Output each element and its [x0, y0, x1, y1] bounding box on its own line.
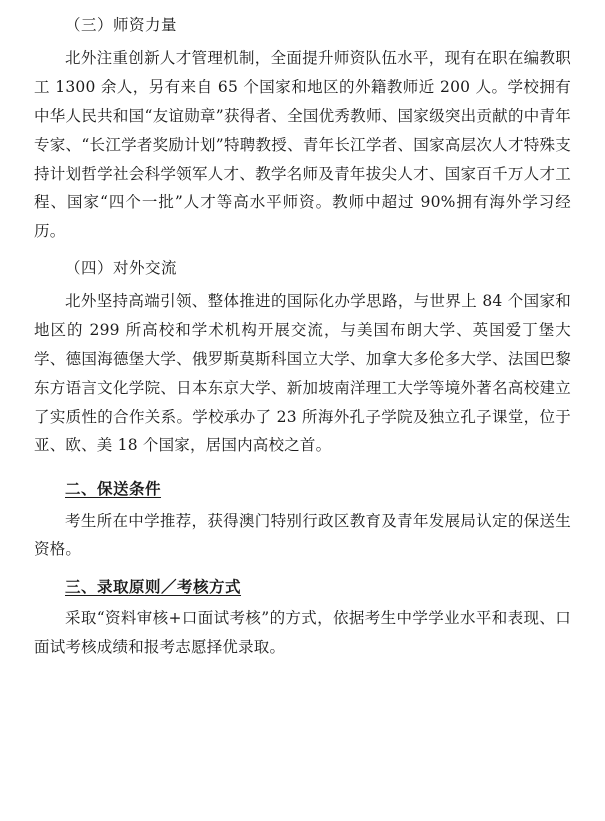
section-faculty-strength — [34, 14, 571, 246]
section-international-exchange — [34, 257, 571, 460]
section-paragraph: 采取“资料审核+口面试考核”的方式，依据考生中学学业水平和表现、口面试考核成绩和报考志愿择优录取。 — [34, 609, 571, 657]
section-admission-principles — [34, 575, 571, 662]
section-recommendation-conditions — [34, 477, 571, 564]
section-divider-space — [34, 564, 571, 575]
section-paragraph: 北外注重创新人才管理机制，全面提升师资队伍水平，现有在职在编教职工 1300 余人，另有来自 65 个国家和地区的外籍教师近 200 人。学校拥有中华人民共和国“友谊勋章”获得者、全国优秀教师、国家级突出贡献的中青年专家、“长江学者奖励计划”特聘教授、青年长江学者、国家高层次人才特殊支持计划哲学社会科学领军人才、教学名师及青年拔尖人才、国家百千万人才工程、国家“四个一批”人才等高水平师资。教师中超过 90%拥有海外学习经历。 — [34, 49, 571, 241]
section-heading: 二、保送条件 — [65, 479, 162, 499]
section-divider-space — [34, 246, 571, 257]
section-heading: 三、录取原则／考核方式 — [65, 577, 242, 597]
section-heading: （四）对外交流 — [65, 259, 178, 278]
section-heading: （三）师资力量 — [65, 16, 178, 34]
section-paragraph: 北外坚持高端引领、整体推进的国际化办学思路，与世界上 84 个国家和地区的 299 所高校和学术机构开展交流，与美国布朗大学、英国爱丁堡大学、德国海德堡大学、俄罗斯莫斯科国立大学、加拿大多伦多大学、法国巴黎东方语言文化学院、日本东京大学、新加坡南洋理工大学等境外著名高校建立了实质性的合作关系。学校承办了 23 所海外孔子学院及独立孔子课堂，位于亚、欧、美 18 个国家，居国内高校之首。 — [34, 292, 571, 455]
section-paragraph: 考生所在中学推荐，获得澳门特别行政区教育及青年发展局认定的保送生资格。 — [34, 511, 571, 559]
section-divider-space — [34, 460, 571, 477]
